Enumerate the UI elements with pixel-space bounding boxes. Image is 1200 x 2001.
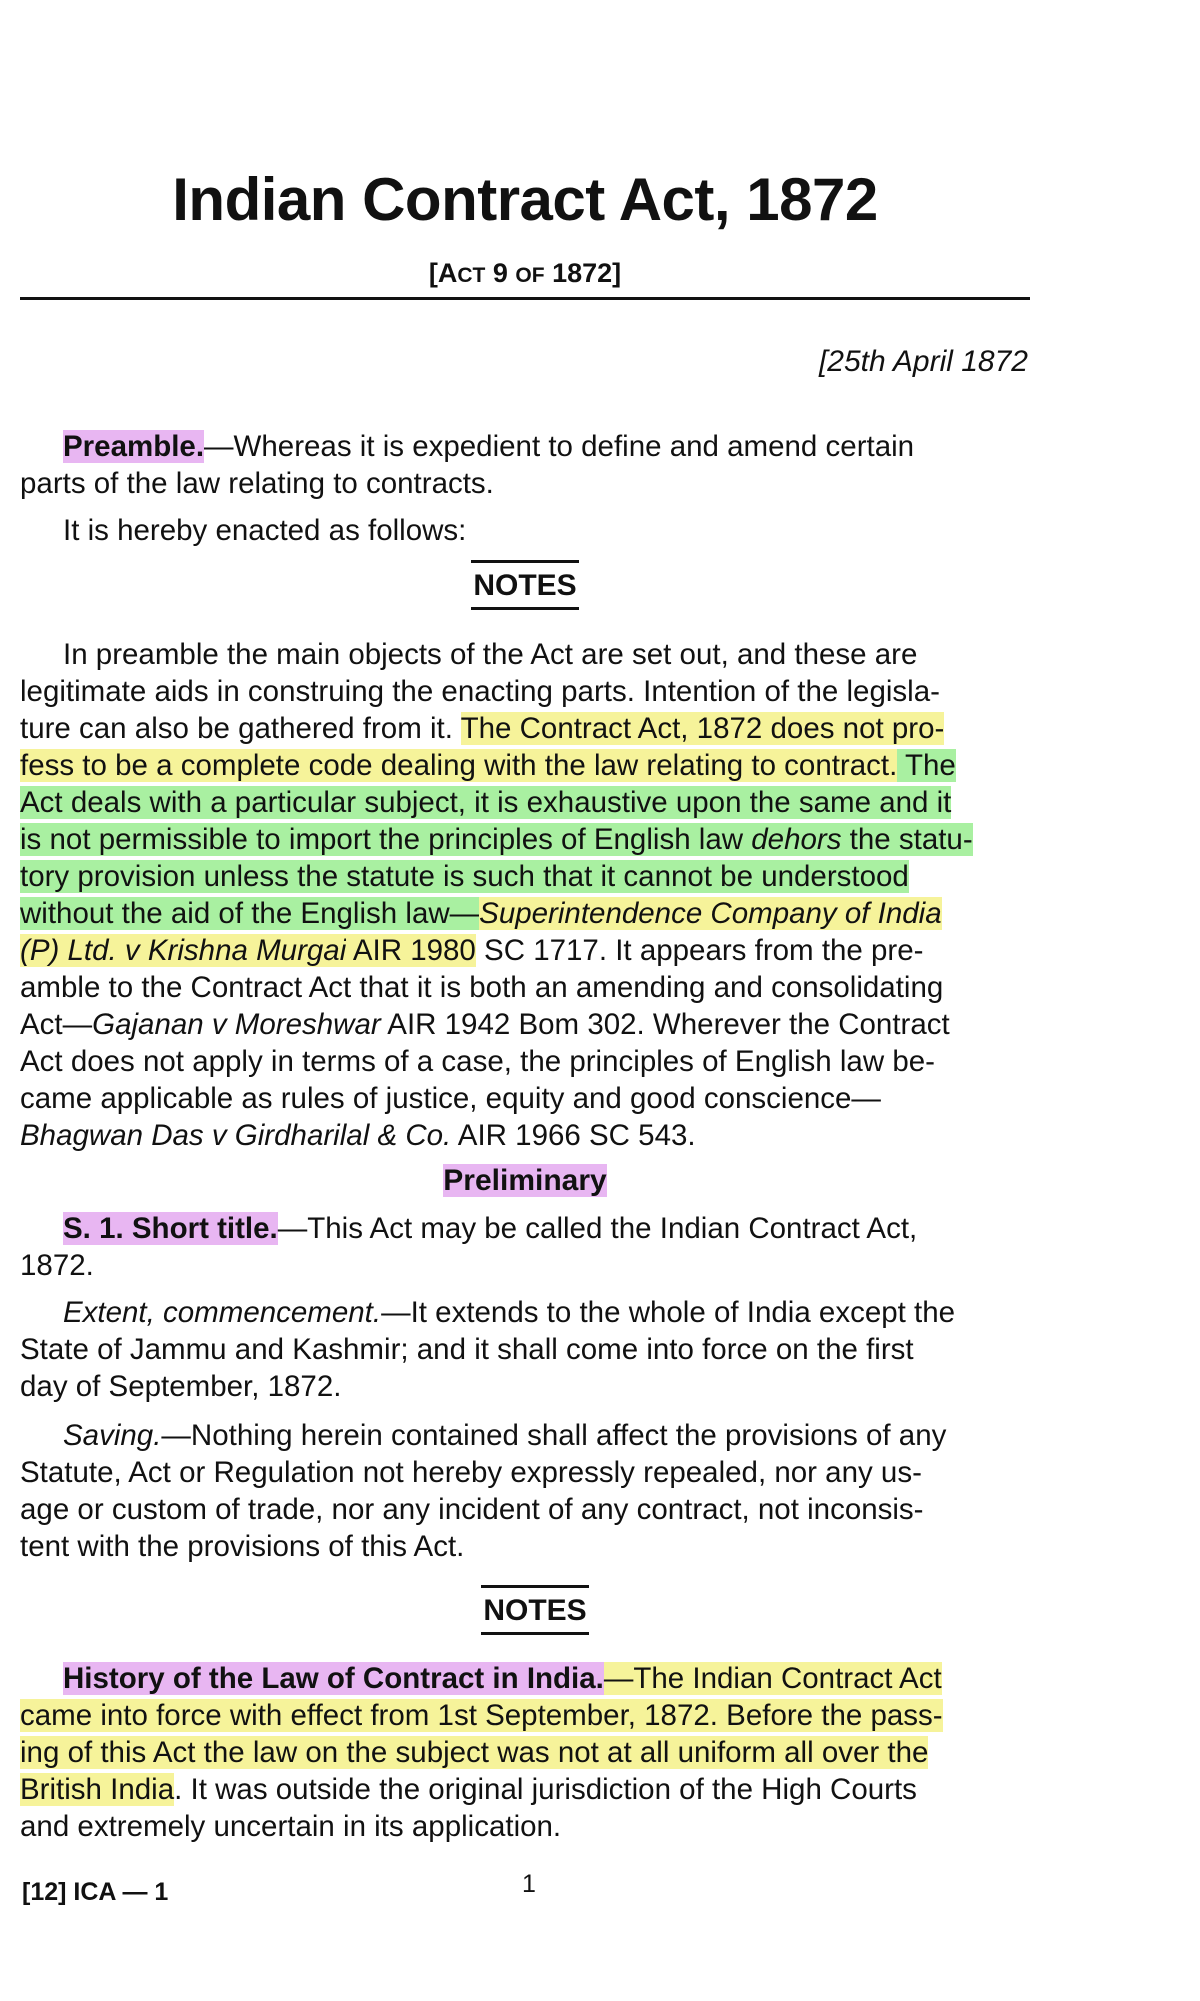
section-1-extent: Extent, commencement.—It extends to the whole of India except the State of Jammu and Kashmir; and it shall come into force on the first day of September, 1872. bbox=[20, 1296, 956, 1403]
history-label: History of the Law of Contract in India. bbox=[63, 1662, 604, 1695]
page-title: Indian Contract Act, 1872 bbox=[172, 166, 878, 233]
notes-heading-1: NOTES bbox=[20, 560, 1030, 610]
preamble-label: Preamble. bbox=[63, 430, 205, 463]
footer-signature: [12] ICA — 1 bbox=[22, 1878, 169, 1906]
preamble-paragraph: Preamble.—Whereas it is expedient to define and amend certain parts of the law relating to contracts. bbox=[20, 430, 915, 500]
act-number: [ACT 9 OF 1872] bbox=[428, 258, 622, 288]
notes-1-paragraph: In preamble the main objects of the Act are set out, and these are legitimate aids in construing the enacting parts. Intention of the legisla- ture can also be gathered from it. The Contract Act, 1872 does not pro- fess to be a complete code dealing with the law relating to contract. The Act deals with a particular subject, it is exhaustive upon the same and it is not permissible to import the principles of English law dehors the statu- tory provision unless the statute is such that it cannot be understood without the aid of the English law—Superintendence Company of India (P) Ltd. v Krishna Murgai AIR 1980 SC 1717. It appears from the pre- amble to the Contract Act that it is both an amending and consolidating Act—Gajanan v Moreshwar AIR 1942 Bom 302. Wherever the Contract Act does not apply in terms of a case, the principles of English law be- came applicable as rules of justice, equity and good conscience— Bhagwan Das v Girdharilal & Co. AIR 1966 SC 543. bbox=[20, 638, 973, 1152]
enacting-clause: It is hereby enacted as follows: bbox=[63, 514, 467, 547]
section-1-short-title: S. 1. Short title.—This Act may be called the Indian Contract Act, 1872. bbox=[20, 1212, 918, 1282]
title-rule bbox=[20, 297, 1030, 300]
notes-2-paragraph: History of the Law of Contract in India.—The Indian Contract Act came into force with effect from 1st September, 1872. Before the pass- ing of this Act the law on the subject was not at all uniform all over the British India. It was outside the original jurisdiction of the High Courts and extremely uncertain in its application. bbox=[20, 1662, 943, 1843]
section-1-saving: Saving.—Nothing herein contained shall affect the provisions of any Statute, Act or Regulation not hereby expressly repealed, nor any us- age or custom of trade, nor any incident of any contract, not inconsis- tent with the provisions of this Act. bbox=[20, 1419, 947, 1563]
preliminary-heading: Preliminary bbox=[443, 1164, 607, 1197]
notes-heading-2: NOTES bbox=[30, 1585, 1040, 1635]
page-number: 1 bbox=[522, 1870, 536, 1898]
enactment-date: [25th April 1872 bbox=[818, 345, 1028, 378]
section-1-label: S. 1. Short title. bbox=[63, 1212, 278, 1245]
